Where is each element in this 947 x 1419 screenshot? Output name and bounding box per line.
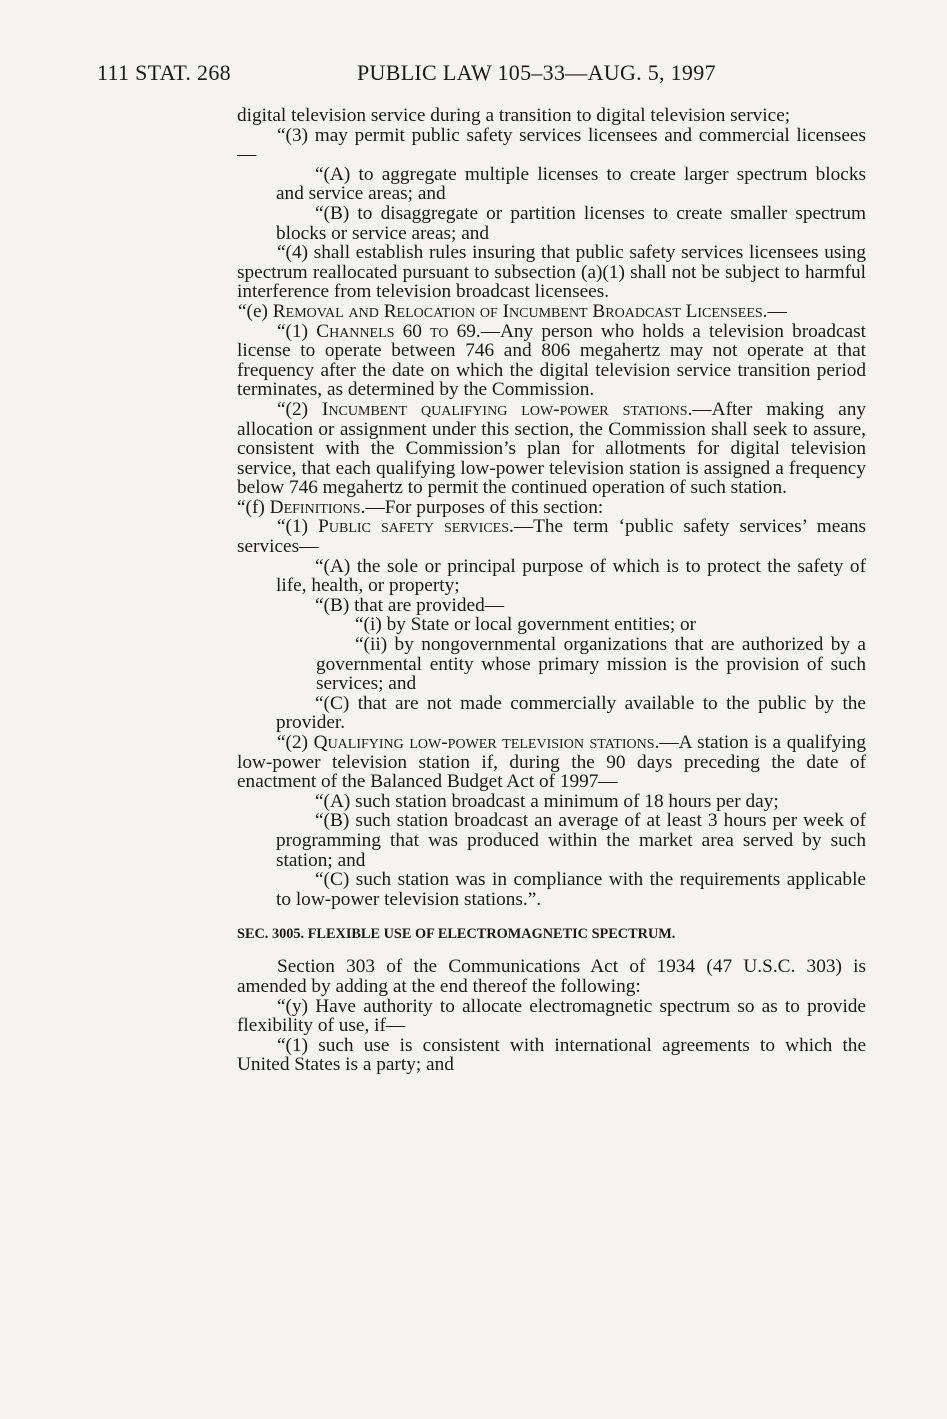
document-body [237, 106, 866, 1075]
paragraph-number: “(1) [277, 516, 319, 538]
subsection-heading [237, 498, 866, 518]
subsection-title: Removal and Relocation of Incumbent Broadcast Licensees.— [272, 300, 787, 322]
paragraph [237, 400, 866, 498]
paragraph: “(4) shall establish rules insuring that public safety services licensees using spectrum reallocated pursuant to subsection (a)(1) shall not be subject to harmful interference from television broadcast licensees. [237, 242, 866, 303]
paragraph-number: “(2) [277, 732, 314, 753]
subsection-title: Definitions. [269, 496, 366, 518]
subsection-heading [198, 302, 866, 322]
paragraph-heading: Incumbent qualifying low-power stations. [322, 398, 693, 420]
paragraph: “(y) Have authority to allocate electromagnetic spectrum so as to provide flexibility of use, if— [237, 995, 866, 1037]
public-law-title: PUBLIC LAW 105–33—AUG. 5, 1997 [357, 60, 716, 85]
paragraph [237, 517, 866, 556]
page-header [97, 60, 867, 88]
paragraph-text: —For purposes of this section: [365, 496, 604, 518]
paragraph: “(A) to aggregate multiple licenses to create larger spectrum blocks and service areas; and [276, 163, 866, 205]
paragraph: “(C) that are not made commercially available to the public by the provider. [276, 692, 866, 734]
statute-citation: 111 STAT. 268 [97, 60, 231, 85]
paragraph: “(B) such station broadcast an average of at least 3 hours per week of programming that was produced within the market area served by such station; and [276, 810, 866, 871]
paragraph: Section 303 of the Communications Act of 1934 (47 U.S.C. 303) is amended by adding at the end thereof the following: [237, 956, 866, 997]
paragraph [237, 733, 866, 792]
paragraph-text: —A station is a qualifying low-power television station if, during the 90 days preceding the date of enactment of the Balanced Budget Act of 1997— [237, 732, 866, 793]
paragraph: “(3) may permit public safety services licensees and commercial licensees— [237, 124, 866, 166]
paragraph: “(A) such station broadcast a minimum of 18 hours per day; [315, 790, 779, 812]
paragraph-text: —Any person who holds a television broadcast license to operate between 746 and 806 megahertz may not operate at that frequency after the date on which the digital television service transition period terminates, as determined by the Commission. [237, 320, 866, 401]
section-heading: SEC. 3005. FLEXIBLE USE OF ELECTROMAGNETIC SPECTRUM. [237, 926, 676, 943]
subsection-number: “(f) [237, 496, 270, 518]
paragraph-heading: Public safety services. [318, 516, 514, 538]
paragraph [237, 322, 866, 400]
paragraph: “(C) such station was in compliance with the requirements applicable to low-power television stations.”. [276, 869, 866, 910]
paragraph-heading: Qualifying low-power television stations. [313, 732, 660, 753]
paragraph-number: “(2) [277, 398, 323, 420]
paragraph: “(B) that are provided— [315, 594, 504, 616]
subsection-number: “(e) [238, 300, 273, 322]
paragraph: “(ii) by nongovernmental organizations that are authorized by a governmental entity whose primary mission is the provision of such services; and [316, 634, 866, 695]
paragraph-number: “(1) [277, 320, 317, 342]
paragraph: “(i) by State or local government entities; or [355, 614, 697, 636]
paragraph: “(1) such use is consistent with international agreements to which the United States is a party; and [237, 1034, 866, 1076]
paragraph-text: —The term ‘public safety services’ means services— [237, 516, 866, 558]
paragraph: “(A) the sole or principal purpose of which is to protect the safety of life, health, or property; [276, 555, 866, 597]
paragraph-heading: Channels 60 to 69. [316, 320, 481, 342]
paragraph: digital television service during a transition to digital television service; [237, 105, 791, 126]
paragraph: “(B) to disaggregate or partition licenses to create smaller spectrum blocks or service areas; and [276, 202, 866, 244]
paragraph-text: —After making any allocation or assignment under this section, the Commission shall seek to assure, consistent with the Commission’s plan for allotments for digital television service, that each qualifying low-power television station is assigned a frequency below 746 megahertz to permit the continued operation of such station. [237, 398, 866, 499]
